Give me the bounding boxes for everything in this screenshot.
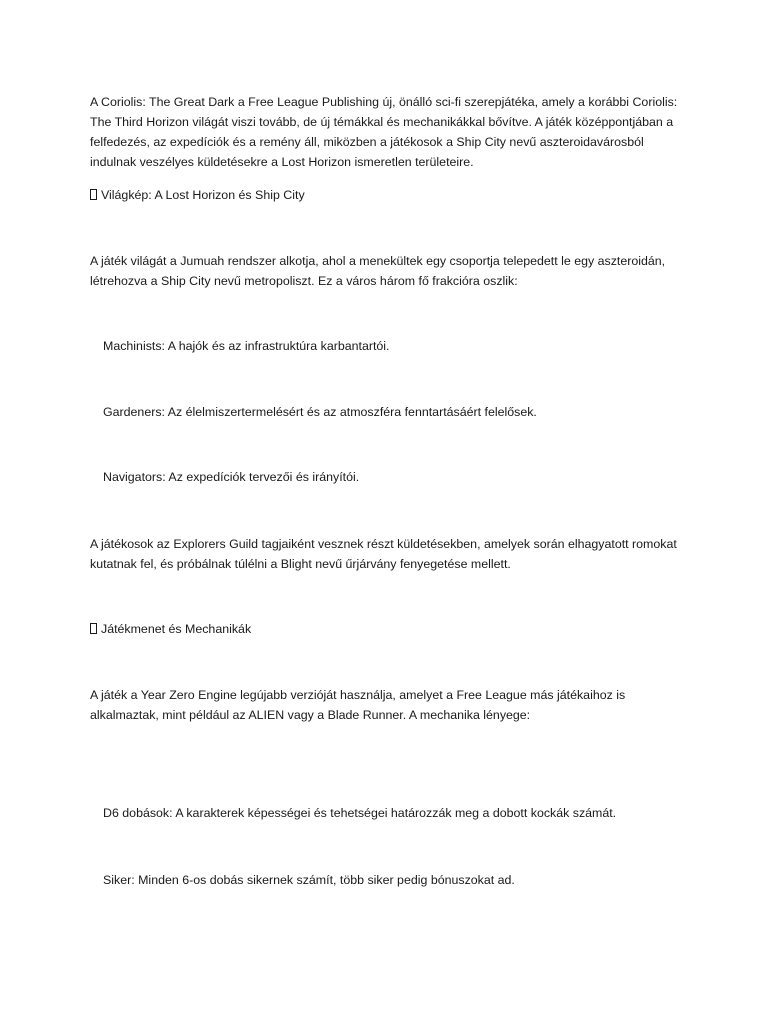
missing-glyph-icon [90, 189, 97, 200]
faction-item-navigators: Navigators: Az expedíciók tervezői és irányítói. [103, 470, 360, 484]
faction-item-machinists: Machinists: A hajók és az infrastruktúra karbantartói. [103, 339, 390, 353]
section-heading-worldview [90, 185, 690, 205]
faction-item-gardeners: Gardeners: Az élelmiszertermelésért és az atmoszféra fenntartásáért felelősek. [103, 405, 537, 419]
intro-paragraph: A Coriolis: The Great Dark a Free League Publishing új, önálló sci-fi szerepjátéka, amely a korábbi Coriolis: The Third Horizon világát viszi tovább, de új témákkal és mechanikákkal bővítve. A játék középpontjában a felfedezés, az expedíciók és a remény áll, miközben a játékosok a Ship City nevű aszteroidavárosból indulnak veszélyes küldetésekre a Lost Horizon ismeretlen területeire. [90, 95, 678, 169]
gameplay-paragraph: A játék a Year Zero Engine legújabb verzióját használja, amelyet a Free League más játékaihoz is alkalmaztak, mint például az ALIEN vagy a Blade Runner. A mechanika lényege: [90, 688, 626, 722]
section-heading-gameplay-text: Játékmenet és Mechanikák [101, 622, 252, 636]
explorers-guild-paragraph: A játékosok az Explorers Guild tagjaiként vesznek részt küldetésekben, amelyek során elhagyatott romokat kutatnak fel, és próbálnak túlélni a Blight nevű űrjárvány fenyegetése mellett. [90, 537, 677, 571]
missing-glyph-icon [90, 623, 97, 634]
section-heading-worldview-text: Világkép: A Lost Horizon és Ship City [101, 188, 305, 202]
worldview-paragraph: A játék világát a Jumuah rendszer alkotja, ahol a menekültek egy csoportja telepedett le egy aszteroidán, létrehozva a Ship City nevű metropoliszt. Ez a város három fő frakcióra oszlik: [90, 254, 666, 288]
section-heading-gameplay [90, 619, 690, 639]
mechanic-item-success: Siker: Minden 6-os dobás sikernek számít, több siker pedig bónuszokat ad. [103, 873, 515, 887]
mechanic-item-d6: D6 dobások: A karakterek képességei és tehetségei határozzák meg a dobott kockák számát. [103, 806, 617, 820]
